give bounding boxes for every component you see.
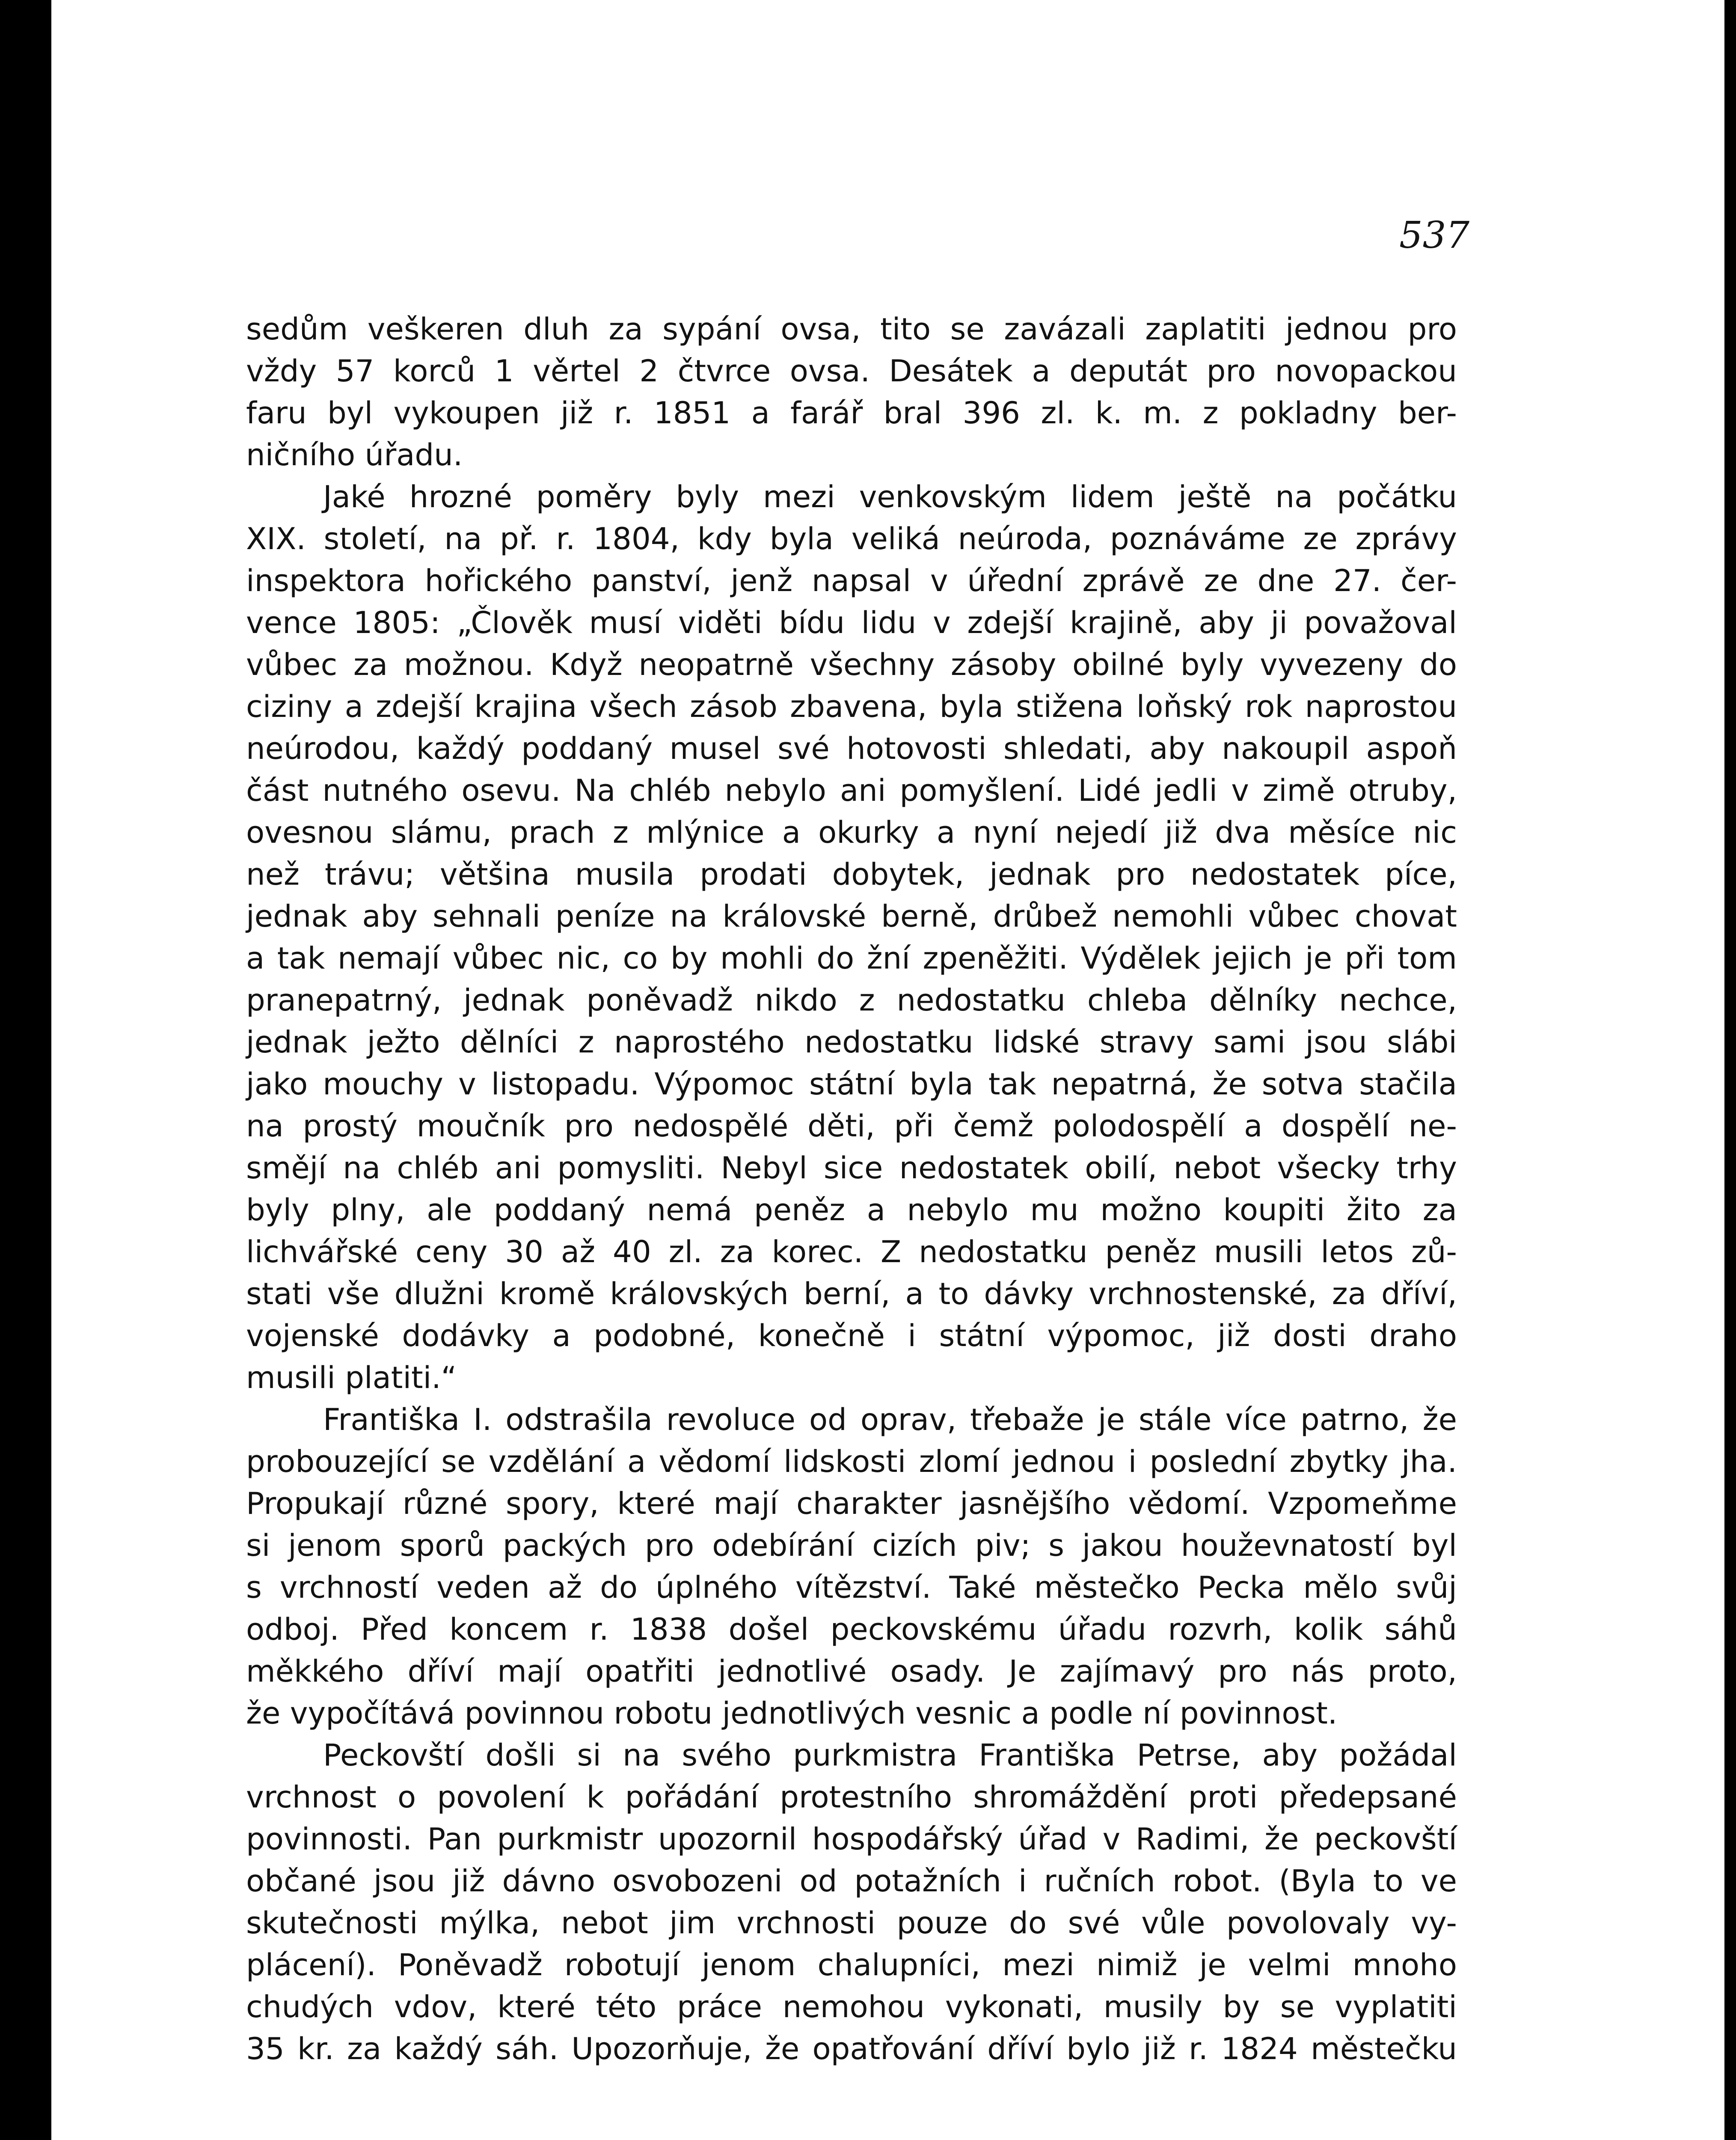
text-line: lichvářské ceny 30 až 40 zl. za korec. Z nedostatku peněz musili letos zů- (246, 1234, 1457, 1269)
paragraph (246, 1399, 1457, 1734)
text-line: vůbec za možnou. Když neopatrně všechny zásoby obilné byly vyvezeny do (246, 647, 1457, 682)
text-line: na prostý moučník pro nedospělé děti, při čemž polodospělí a dospělí ne- (246, 1109, 1457, 1144)
text-line: stati vše dlužni kromě královských berní, a to dávky vrchnostenské, za dříví, (246, 1276, 1457, 1311)
text-line: si jenom sporů packých pro odebírání cizích piv; s jakou houževnatostí byl (246, 1528, 1457, 1563)
text-line: vrchnost o povolení k pořádání protestního shromáždění proti předepsané (246, 1780, 1457, 1815)
text-line: skutečnosti mýlka, nebot jim vrchnosti pouze do své vůle povolovaly vy- (246, 1905, 1457, 1941)
text-line: faru byl vykoupen již r. 1851 a farář bral 396 zl. k. m. z pokladny ber- (246, 395, 1457, 431)
text-line: Peckovští došli si na svého purkmistra Františka Petrse, aby požádal (323, 1738, 1457, 1773)
text-line: Propukají různé spory, které mají charakter jasnějšího vědomí. Vzpomeňme (246, 1486, 1457, 1521)
text-line: sedům veškeren dluh za sypání ovsa, tito se zavázali zaplatiti jednou pro (246, 312, 1457, 347)
text-line: část nutného osevu. Na chléb nebylo ani pomyšlení. Lidé jedli v zimě otruby, (246, 773, 1457, 808)
text-line: smějí na chléb ani pomysliti. Nebyl sice nedostatek obilí, nebot všecky trhy (246, 1150, 1457, 1186)
text-line: inspektora hořického panství, jenž napsal v úřední zprávě ze dne 27. čer- (246, 563, 1457, 598)
text-line: než trávu; většina musila prodati dobytek, jednak pro nedostatek píce, (246, 857, 1457, 892)
book-page (51, 0, 1724, 2140)
paragraph (246, 476, 1457, 1399)
text-line: jednak aby sehnali peníze na královské berně, drůbež nemohli vůbec chovat (246, 899, 1457, 934)
text-line: měkkého dříví mají opatřiti jednotlivé osady. Je zajímavý pro nás proto, (246, 1654, 1457, 1689)
text-line: Jaké hrozné poměry byly mezi venkovským lidem ještě na počátku (323, 479, 1457, 514)
text-line: 35 kr. za každý sáh. Upozorňuje, že opatřování dříví bylo již r. 1824 městečku (246, 2031, 1457, 2066)
text-line: neúrodou, každý poddaný musel své hotovosti shledati, aby nakoupil aspoň (246, 731, 1457, 766)
text-line: že vypočítává povinnou robotu jednotlivých vesnic a podle ní povinnost. (246, 1696, 1338, 1731)
text-line: plácení). Poněvadž robotují jenom chalupníci, mezi nimiž je velmi mnoho (246, 1947, 1457, 1982)
text-line: jednak ježto dělníci z naprostého nedostatku lidské stravy sami jsou slábi (246, 1025, 1457, 1060)
text-line: s vrchností veden až do úplného vítězství. Také městečko Pecka mělo svůj (246, 1570, 1457, 1605)
text-line: probouzející se vzdělání a vědomí lidskosti zlomí jednou i poslední zbytky jha. (246, 1444, 1457, 1479)
text-line: občané jsou již dávno osvobozeni od potažních i ručních robot. (Byla to ve (246, 1864, 1457, 1899)
page-number: 537 (1399, 214, 1470, 257)
text-line: jako mouchy v listopadu. Výpomoc státní byla tak nepatrná, že sotva stačila (246, 1067, 1457, 1102)
text-line: vždy 57 korců 1 věrtel 2 čtvrce ovsa. Desátek a deputát pro novopackou (246, 354, 1457, 389)
body-text (246, 308, 1457, 2070)
text-line: odboj. Před koncem r. 1838 došel peckovskému úřadu rozvrh, kolik sáhů (246, 1612, 1457, 1647)
text-line: a tak nemají vůbec nic, co by mohli do žní zpeněžiti. Výdělek jejich je při tom (246, 941, 1457, 976)
text-line: XIX. století, na př. r. 1804, kdy byla veliká neúroda, poznáváme ze zprávy (246, 521, 1457, 556)
text-line: ničního úřadu. (246, 437, 463, 473)
text-line: ovesnou slámu, prach z mlýnice a okurky a nyní nejedí již dva měsíce nic (246, 815, 1457, 850)
text-line: povinnosti. Pan purkmistr upozornil hospodářský úřad v Radimi, že peckovští (246, 1822, 1457, 1857)
paragraph (246, 308, 1457, 476)
text-line: vence 1805: „Člověk musí viděti bídu lidu v zdejší krajině, aby ji považoval (246, 605, 1457, 640)
paragraph (246, 1734, 1457, 2070)
text-line: chudých vdov, které této práce nemohou vykonati, musily by se vyplatiti (246, 1989, 1457, 2024)
text-line: vojenské dodávky a podobné, konečně i státní výpomoc, již dosti draho (246, 1318, 1457, 1353)
text-line: ciziny a zdejší krajina všech zásob zbavena, byla stižena loňský rok naprostou (246, 689, 1457, 724)
text-line: musili platiti.“ (246, 1360, 457, 1395)
text-line: pranepatrný, jednak poněvadž nikdo z nedostatku chleba dělníky nechce, (246, 983, 1457, 1018)
text-line: Františka I. odstrašila revoluce od oprav, třebaže je stále více patrno, že (323, 1402, 1457, 1437)
text-line: byly plny, ale poddaný nemá peněz a nebylo mu možno koupiti žito za (246, 1192, 1457, 1228)
